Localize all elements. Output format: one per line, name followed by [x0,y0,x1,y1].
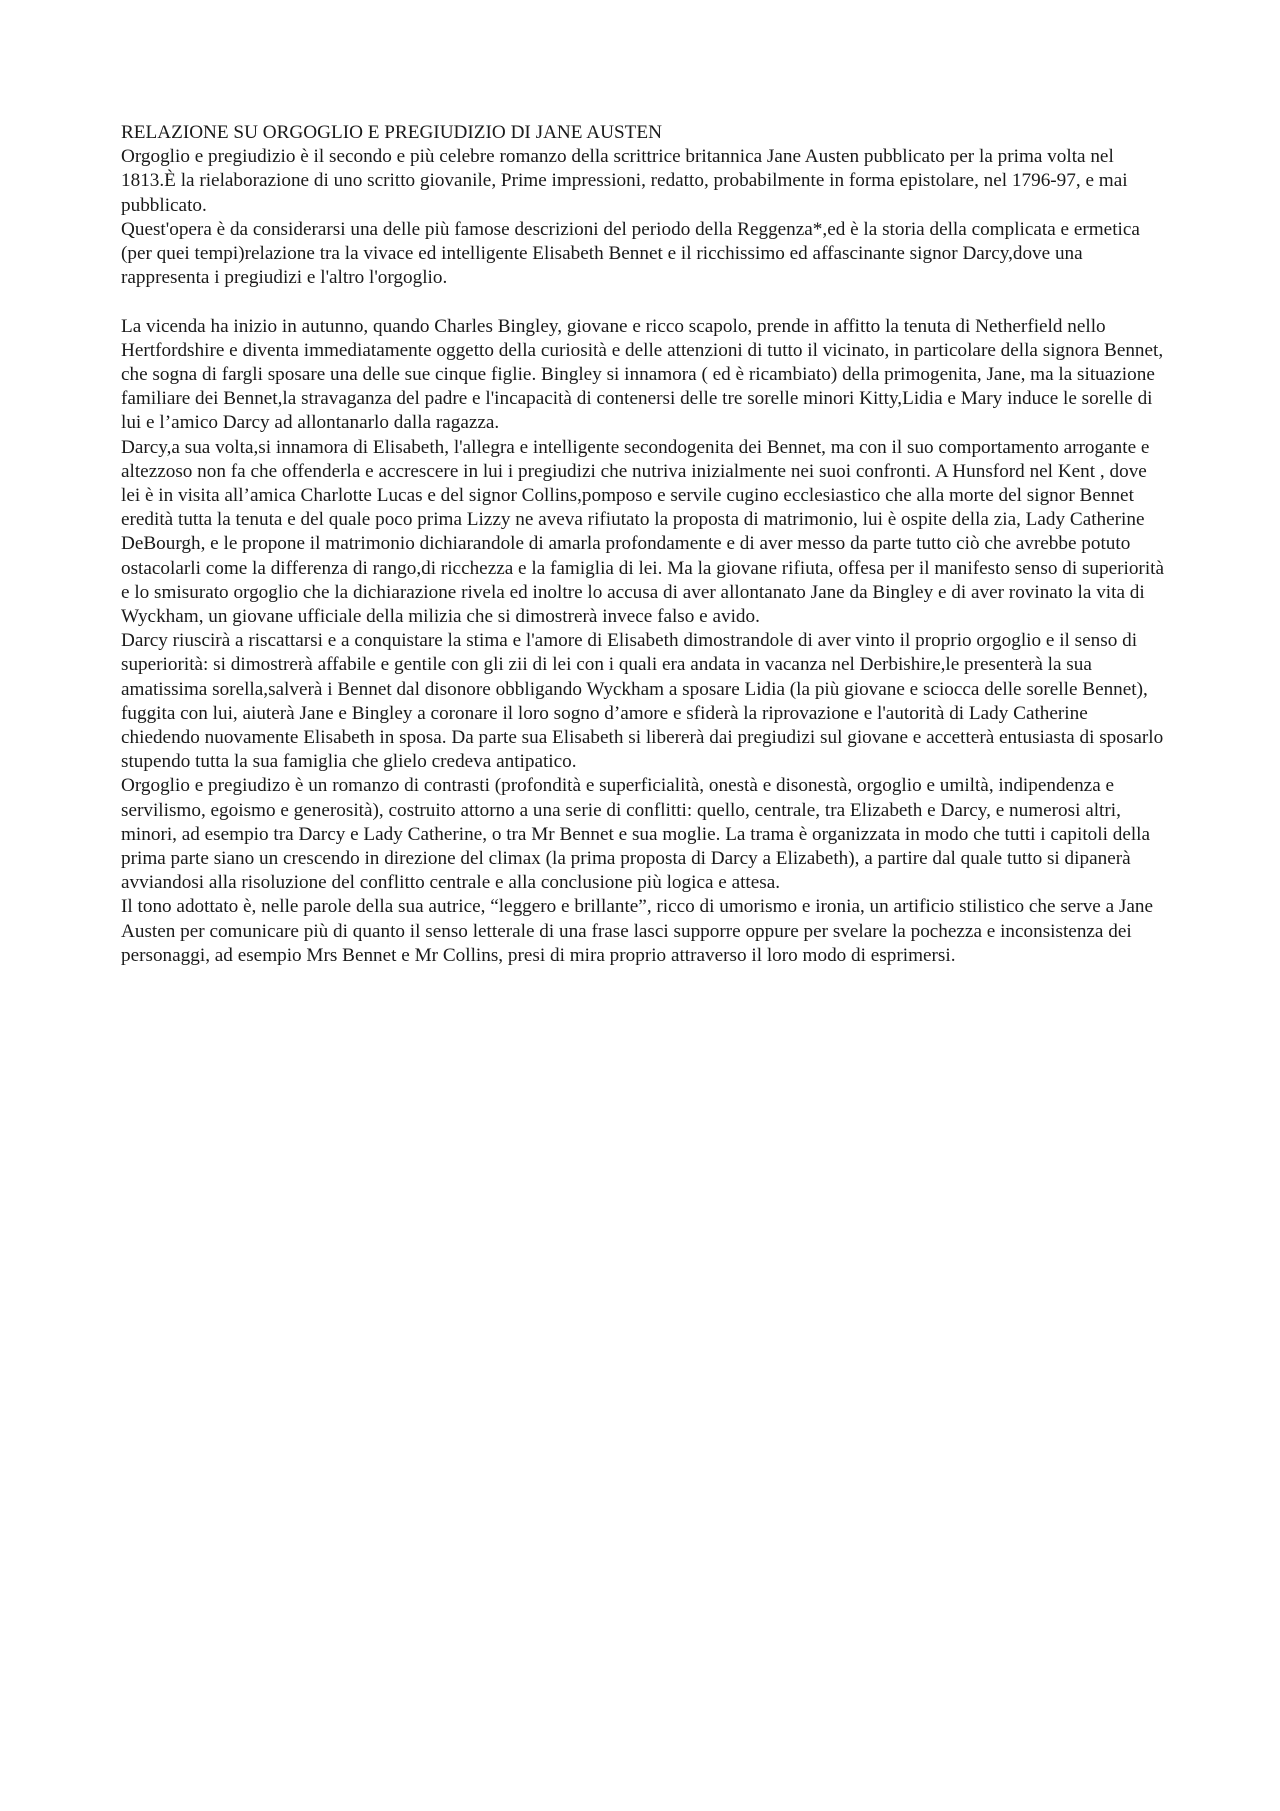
paragraph-vicenda: La vicenda ha inizio in autunno, quando Charles Bingley, giovane e ricco scapolo, prende in affitto la tenuta di Netherfield nello Hertfordshire e diventa immediatamente oggetto della curiosità e delle attenzioni di tutto il vicinato, in particolare della signora Bennet, che sogna di fargli sposare una delle sue cinque figlie. Bingley si innamora ( ed è ricambiato) della primogenita, Jane, ma la situazione familiare dei Bennet,la stravaganza del padre e l'incapacità di contenersi delle tre sorelle minori Kitty,Lidia e Mary induce le sorelle di lui e l’amico Darcy ad allontanarlo dalla ragazza. [121,315,1164,434]
document-title: RELAZIONE SU ORGOGLIO E PREGIUDIZIO DI JANE AUSTEN [121,122,662,143]
paragraph-tono: Il tono adottato è, nelle parole della sua autrice, “leggero e brillante”, ricco di umorismo e ironia, un artificio stilistico che serve a Jane Austen per comunicare più di quanto il senso letterale di una frase lasci supporre oppure per svelare la pochezza e inconsistenza dei personaggi, ad esempio Mrs Bennet e Mr Collins, presi di mira proprio attraverso il loro modo di esprimersi. [121,896,1154,966]
paragraph-contrasti: Orgoglio e pregiudizo è un romanzo di contrasti (profondità e superficialità, onestà e disonestà, orgoglio e umiltà, indipendenza e servilismo, egoismo e generosità), costruito attorno a una serie di conflitti: quello, centrale, tra Elizabeth e Darcy, e numerosi altri, minori, ad esempio tra Darcy e Lady Catherine, o tra Mr Bennet e sua moglie. La trama è organizzata in modo che tutti i capitoli della prima parte siano un crescendo in direzione del climax (la prima proposta di Darcy a Elizabeth), a partire dal quale tutto si dipanerà avviandosi alla risoluzione del conflitto centrale e alla conclusione più logica e attesa. [121,775,1151,894]
blank-line [121,290,1166,314]
document-body [121,121,1166,968]
paragraph-darcy: Darcy,a sua volta,si innamora di Elisabeth, l'allegra e intelligente secondogenita dei Bennet, ma con il suo comportamento arrogante e altezzoso non fa che offenderla e accrescere in lui i pregiudizi che nutriva inizialmente nei suoi confronti. A Hunsford nel Kent , dove lei è in visita all’amica Charlotte Lucas e del signor Collins,pomposo e servile cugino ecclesiastico che alla morte del signor Bennet eredità tutta la tenuta e del quale poco prima Lizzy ne aveva rifiutato la proposta di matrimonio, lui è ospite della zia, Lady Catherine DeBourgh, e le propone il matrimonio dichiarandole di amarla profondamente e di aver messo da parte tutto ciò che avrebbe potuto ostacolarli come la differenza di rango,di ricchezza e la famiglia di lei. Ma la giovane rifiuta, offesa per il manifesto senso di superiorità e lo smisurato orgoglio che la dichiarazione rivela ed inoltre lo accusa di aver allontanato Jane da Bingley e di aver rovinato la vita di Wyckham, un giovane ufficiale della milizia che si dimostrerà invece falso e avido. [121,436,1165,628]
paragraph-riscatto: Darcy riuscirà a riscattarsi e a conquistare la stima e l'amore di Elisabeth dimostrandole di aver vinto il proprio orgoglio e il senso di superiorità: si dimostrerà affabile e gentile con gli zii di lei con i quali era andata in vacanza nel Derbishire,le presenterà la sua amatissima sorella,salverà i Bennet dal disonore obbligando Wyckham a sposare Lidia (la più giovane e sciocca delle sorelle Bennet), fuggita con lui, aiuterà Jane e Bingley a coronare il loro sogno d’amore e sfiderà la riprovazione e l'autorità di Lady Catherine chiedendo nuovamente Elisabeth in sposa. Da parte sua Elisabeth si libererà dai pregiudizi sul giovane e accetterà entusiasta di sposarlo stupendo tutta la sua famiglia che glielo credeva antipatico. [121,630,1164,773]
paragraph-intro: Orgoglio e pregiudizio è il secondo e più celebre romanzo della scrittrice britannica Jane Austen pubblicato per la prima volta nel 1813.È la rielaborazione di uno scritto giovanile, Prime impressioni, redatto, probabilmente in forma epistolare, nel 1796-97, e mai pubblicato. [121,146,1128,216]
paragraph-opera: Quest'opera è da considerarsi una delle più famose descrizioni del periodo della Reggenza*,ed è la storia della complicata e ermetica (per quei tempi)relazione tra la vivace ed intelligente Elisabeth Bennet e il ricchissimo ed affascinante signor Darcy,dove una rappresenta i pregiudizi e l'altro l'orgoglio. [121,218,1140,289]
